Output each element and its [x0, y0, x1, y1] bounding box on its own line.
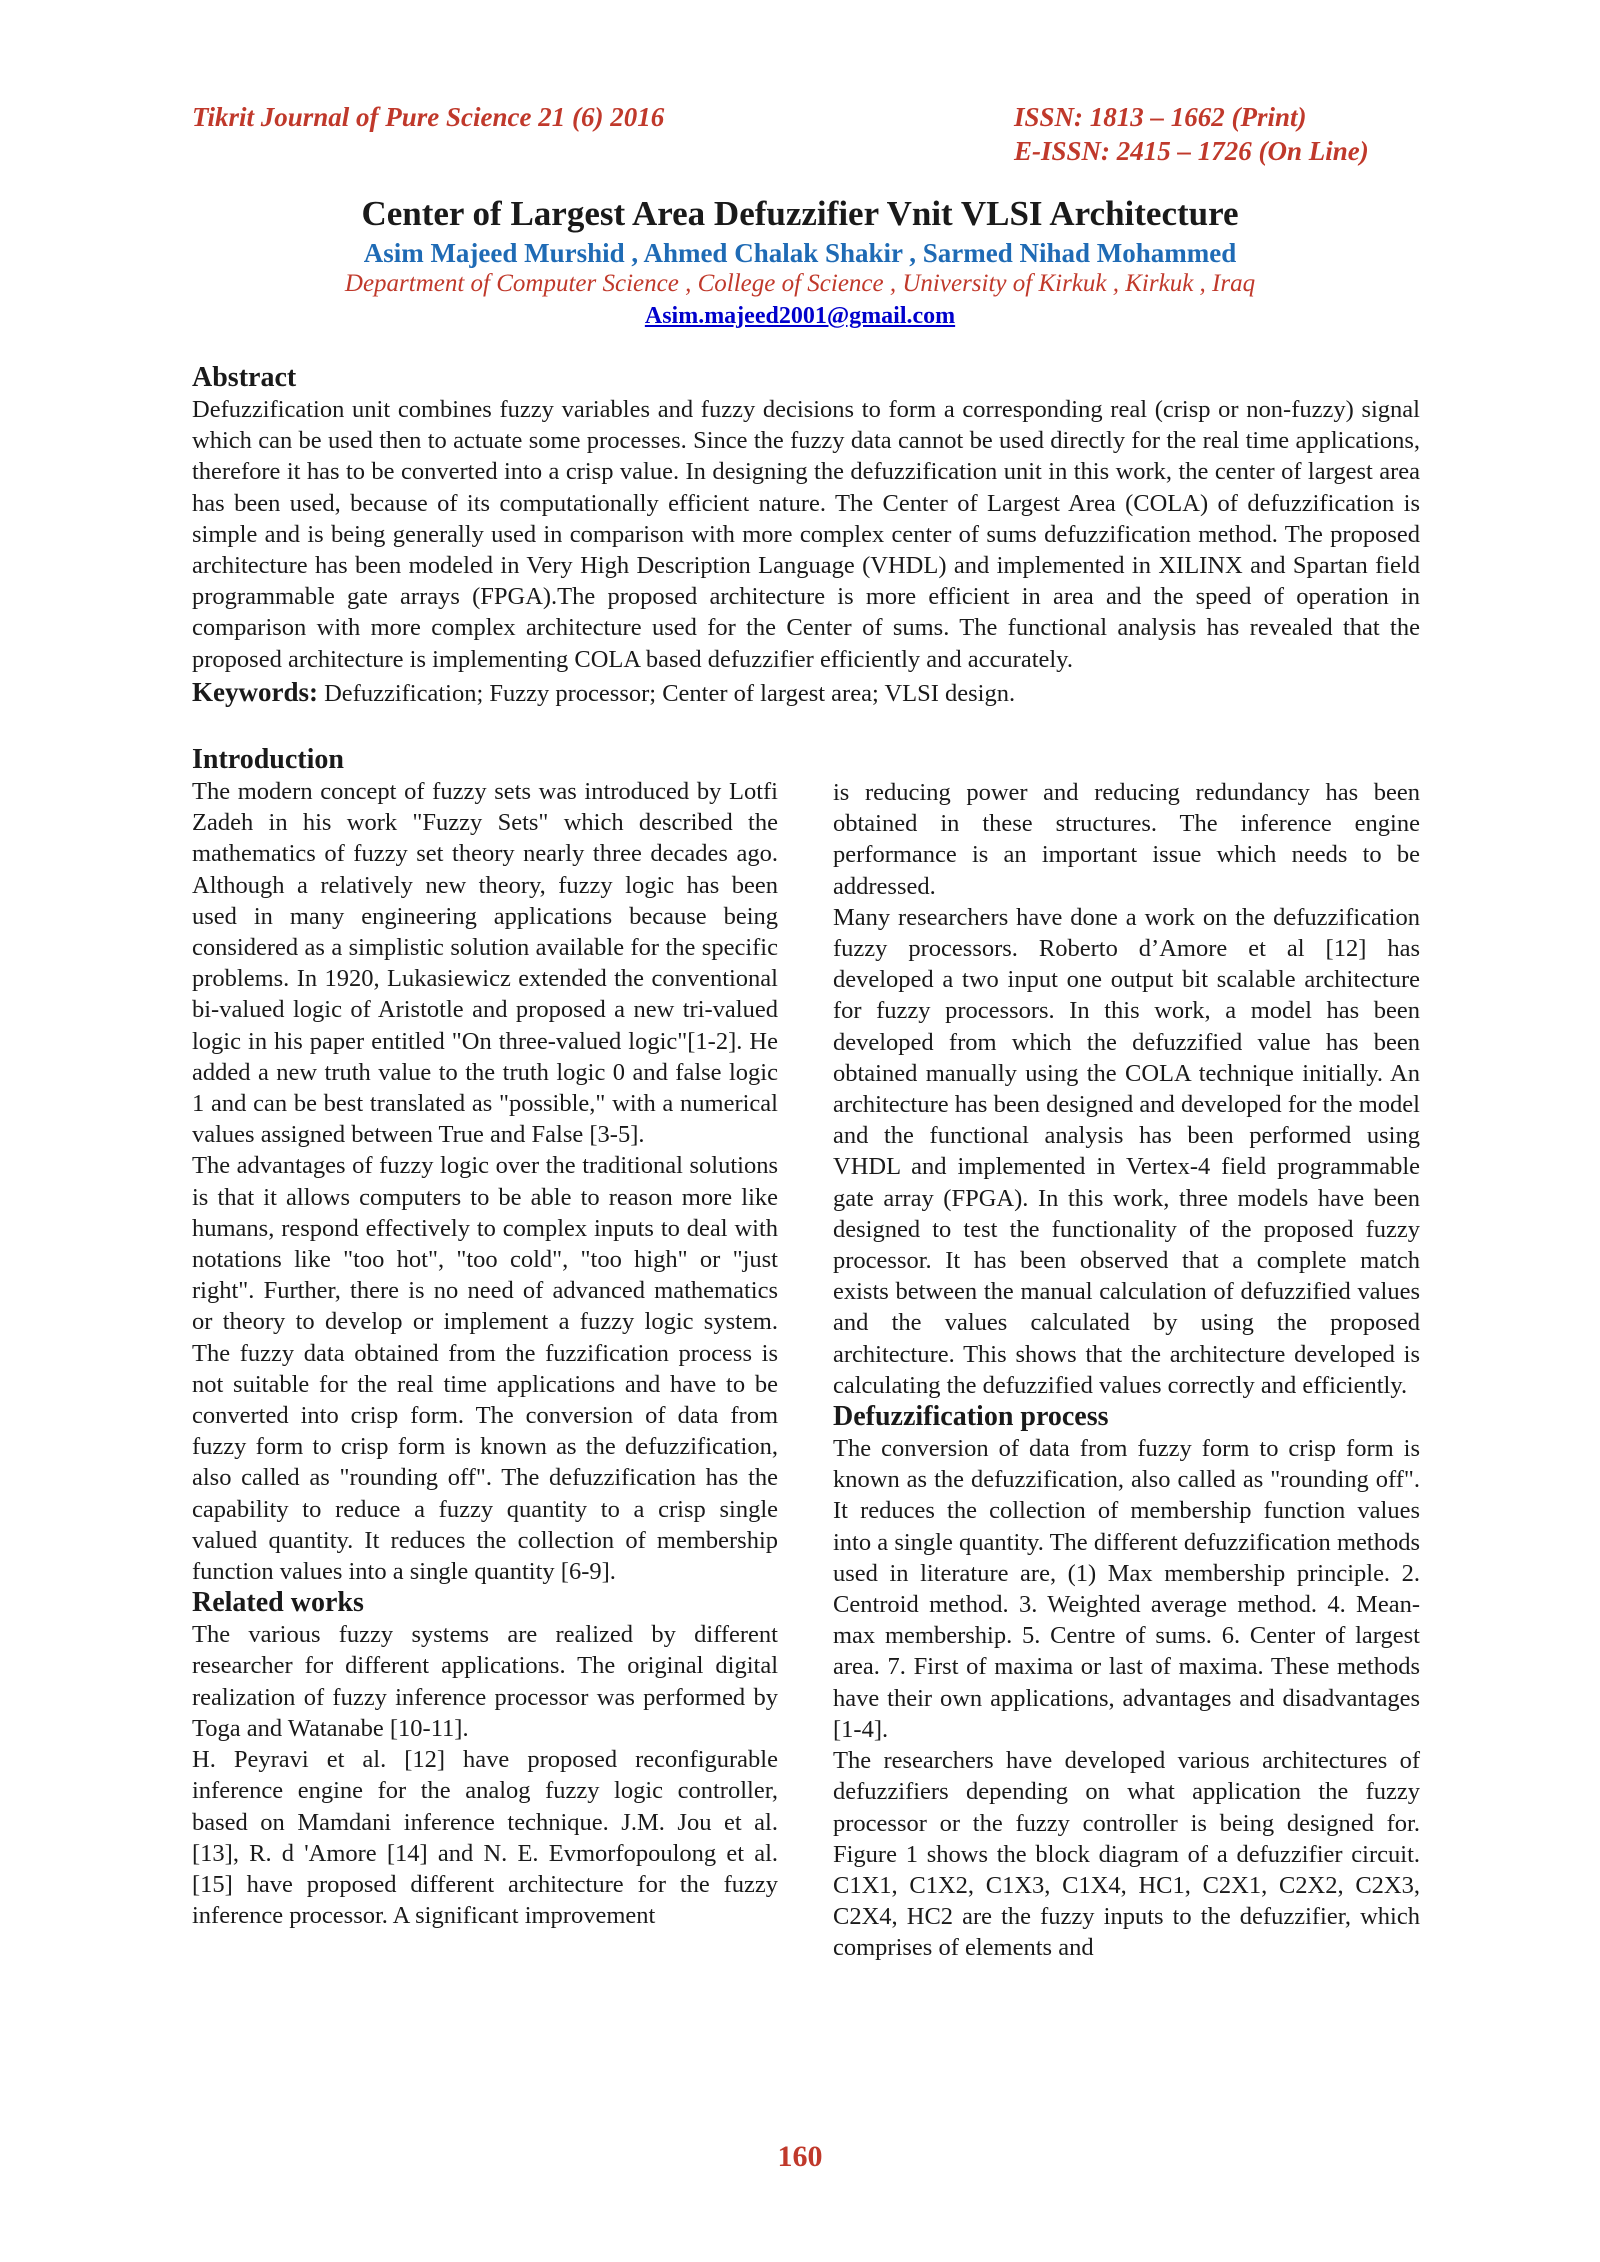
page-number: 160 — [777, 2140, 823, 2173]
related-paragraph-1: The various fuzzy systems are realized by different researcher for different applications. The original digital realization of fuzzy inference processor was performed by Toga and Watanabe [10-11]. — [192, 1621, 778, 1742]
paper-affiliation: Department of Computer Science , College of Science , University of Kirkuk , Kirkuk , Iraq — [344, 270, 1256, 297]
related-paragraph-2: H. Peyravi et al. [12] have proposed reconfigurable inference engine for the analog fuzzy logic controller, based on Mamdani inference technique. J.M. Jou et al. [13], R. d 'Amore [14] and N. E. Evmorfopoulong et al. [15] have proposed different architecture for the fuzzy inference processor. A significant improvement — [192, 1746, 778, 1930]
defuzzification-heading: Defuzzification process — [833, 1401, 1109, 1433]
introduction-heading: Introduction — [192, 744, 344, 775]
abstract-text: Defuzzification unit combines fuzzy variables and fuzzy decisions to form a corresponding real (crisp or non-fuzzy) signal which can be used then to actuate some processes. Since the fuzzy data cannot be used directly for the real time applications, therefore it has to be converted into a crisp value. In designing the defuzzification unit in this work, the center of largest area has been used, because of its computationally efficient nature. The Center of Largest Area (COLA) of defuzzification is simple and is being generally used in comparison with more complex center of sums defuzzification method. The proposed architecture has been modeled in Very High Description Language (VHDL) and implemented in XILINX and Spartan field programmable gate arrays (FPGA).The proposed architecture is more efficient in area and the speed of operation in comparison with more complex architecture used for the Center of sums. The functional analysis has revealed that the proposed architecture is implementing COLA based defuzzifier efficiently and accurately. — [192, 396, 1420, 673]
intro-paragraph-2: The advantages of fuzzy logic over the traditional solutions is that it allows computers to be able to reason more like humans, respond effectively to complex inputs to deal with notations like "too hot", "too cold", "too high" or "just right". Further, there is no need of advanced mathematics or theory to develop or implement a fuzzy logic system. The fuzzy data obtained from the fuzzification process is not suitable for the real time applications and have to be converted into crisp form. The conversion of data from fuzzy form to crisp form is known as the defuzzification, also called as "rounding off". The defuzzification has the capability to reduce a fuzzy quantity to a crisp single valued quantity. It reduces the collection of membership function values into a single quantity [6-9]. — [192, 1152, 778, 1586]
issn-header — [1014, 100, 1369, 168]
paper-authors: Asim Majeed Murshid , Ahmed Chalak Shakir , Sarmed Nihad Mohammed — [363, 238, 1237, 268]
issn-print: ISSN: 1813 – 1662 (Print) — [1014, 102, 1307, 132]
keywords-text: Defuzzification; Fuzzy processor; Center of largest area; VLSI design. — [317, 679, 1016, 707]
abstract-section — [192, 362, 1420, 709]
email-link[interactable]: Asim.majeed2001@gmail.com — [644, 303, 956, 329]
issn-online: E-ISSN: 2415 – 1726 (On Line) — [1014, 136, 1369, 166]
left-column — [192, 744, 778, 1931]
right-paragraph-4: The researchers have developed various architectures of defuzzifiers depending on what application the fuzzy processor or the fuzzy controller is being designed for. Figure 1 shows the block diagram of a defuzzifier circuit. C1X1, C1X2, C1X3, C1X4, HC1, C2X1, C2X2, C2X3, C2X4, HC2 are the fuzzy inputs to the defuzzifier, which comprises of elements and — [833, 1747, 1420, 1962]
right-column — [833, 777, 1420, 1964]
abstract-heading: Abstract — [192, 362, 297, 393]
right-paragraph-3: The conversion of data from fuzzy form to crisp form is known as the defuzzification, also called as "rounding off". It reduces the collection of membership function values into a single quantity. The different defuzzification methods used in literature are, (1) Max membership principle. 2. Centroid method. 3. Weighted average method. 4. Mean-max membership. 5. Centre of sums. 6. Center of largest area. 7. First of maxima or last of maxima. These methods have their own applications, advantages and disadvantages [1-4]. — [833, 1435, 1420, 1743]
paper-title: Center of Largest Area Defuzzifier Vnit VLSI Architecture — [361, 194, 1239, 233]
right-paragraph-2: Many researchers have done a work on the defuzzification fuzzy processors. Roberto d’Amore et al [12] has developed a two input one output bit scalable architecture for fuzzy processors. In this work, a model has been developed from which the defuzzified value has been obtained manually using the COLA technique initially. An architecture has been designed and developed for the model and the functional analysis has been performed using VHDL and implemented in Vertex-4 field programmable gate array (FPGA). In this work, three models have been designed to test the functionality of the proposed fuzzy processor. It has been observed that a complete match exists between the manual calculation of defuzzified values and the values calculated by using the proposed architecture. This shows that the architecture developed is calculating the defuzzified values correctly and efficiently. — [833, 903, 1420, 1399]
right-paragraph-1: is reducing power and reducing redundancy has been obtained in these structures. The inference engine performance is an important issue which needs to be addressed. — [833, 779, 1420, 900]
journal-header: Tikrit Journal of Pure Science 21 (6) 2016 — [192, 102, 665, 132]
keywords-label: Keywords: — [192, 676, 318, 707]
related-works-heading: Related works — [192, 1587, 364, 1619]
keywords-line — [192, 677, 1420, 709]
author-email — [0, 300, 1600, 332]
intro-paragraph-1: The modern concept of fuzzy sets was introduced by Lotfi Zadeh in his work "Fuzzy Sets" which described the mathematics of fuzzy set theory nearly three decades ago. Although a relatively new theory, fuzzy logic has been used in many engineering applications because being considered as a simplistic solution available for the specific problems. In 1920, Lukasiewicz extended the conventional bi-valued logic of Aristotle and proposed a new tri-valued logic in his paper entitled "On three-valued logic"[1-2]. He added a new truth value to the truth logic 0 and false logic 1 and can be best translated as "possible," with a numerical values assigned between True and False [3-5]. — [192, 778, 778, 1149]
